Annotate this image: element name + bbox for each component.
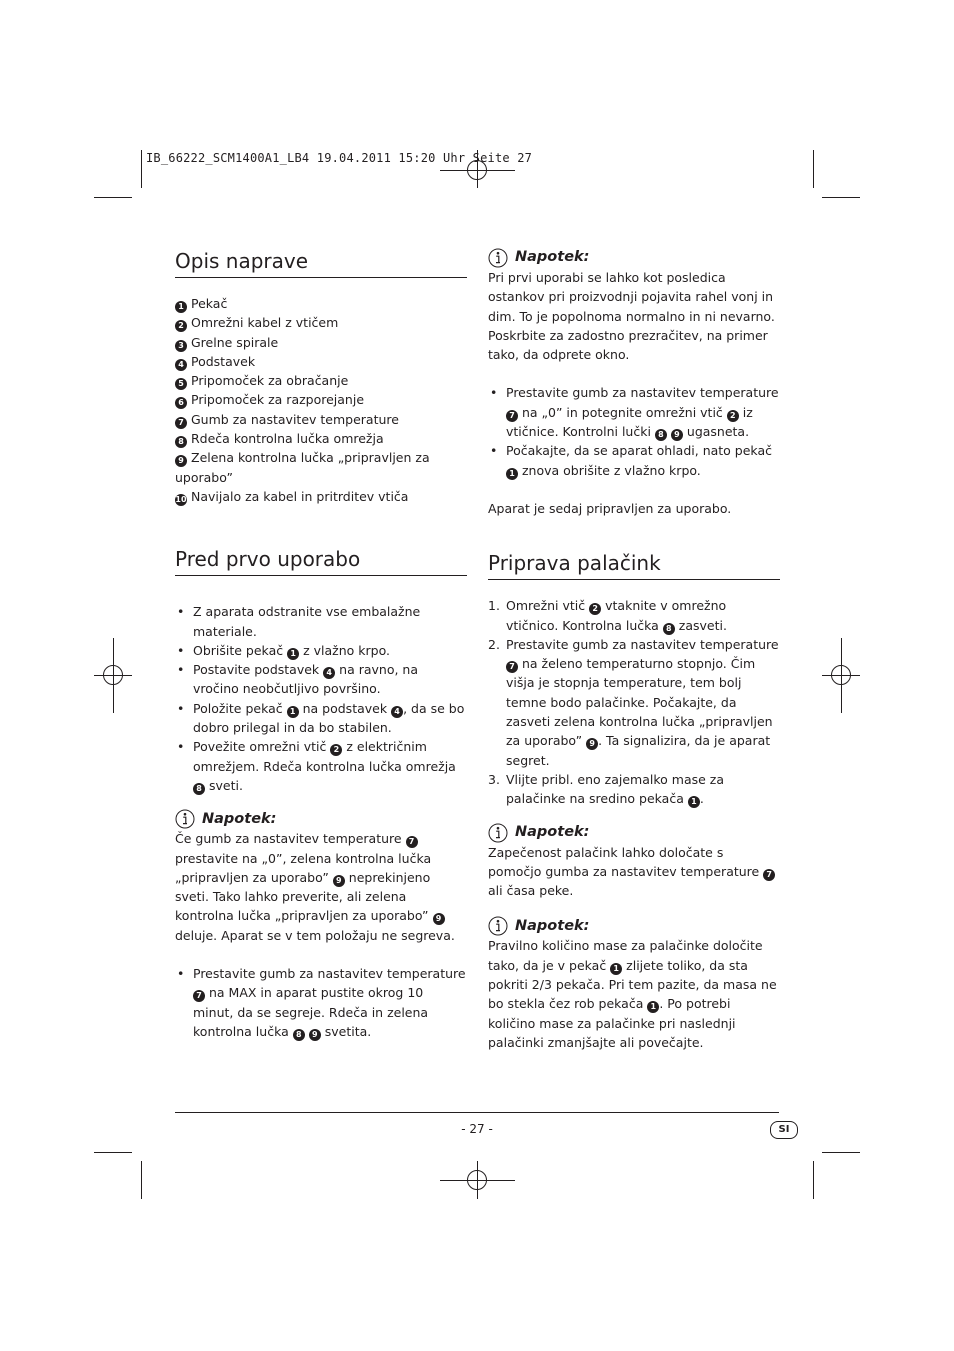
step-text: . Ta signalizira, da je aparat segret.	[506, 733, 771, 768]
step-number: 3.	[488, 771, 500, 787]
parts-list-item	[175, 429, 467, 448]
step-text: Omrežni vtič	[506, 598, 586, 614]
part-number-badge: 9	[586, 738, 598, 750]
parts-list-item	[175, 294, 467, 313]
parts-list-item	[175, 333, 467, 352]
list-item	[175, 964, 467, 1041]
part-number-badge: 9	[671, 429, 683, 441]
info-icon	[488, 916, 508, 936]
step-item	[488, 770, 780, 809]
crop-mark	[141, 1161, 142, 1199]
section-title-priprava: Priprava palačink	[488, 550, 780, 580]
page-number: - 27 -	[461, 1122, 493, 1136]
list-item-text: , da se bo dobro prilegal in da bo stabilen.	[193, 700, 465, 736]
list-item	[175, 737, 467, 795]
step-text: Prestavite gumb za nastavitev temperature	[506, 636, 779, 652]
note-text-part: Pravilno količino mase za palačinke določite tako, da je v pekač	[488, 938, 763, 973]
part-number-badge: 8	[663, 623, 675, 635]
list-item-text: Položite pekač	[193, 700, 283, 716]
part-number-badge: 10	[175, 494, 187, 504]
list-item	[488, 441, 780, 480]
note-title: Napotek:	[202, 810, 277, 827]
step-text: .	[699, 791, 704, 807]
step-text: Vlijte pribl. eno zajemalko mase za palačinke na sredino pekača	[506, 771, 725, 807]
cooldown-list	[488, 383, 780, 479]
part-number-badge: 9	[333, 875, 345, 887]
list-item-text: Obrišite pekač	[193, 642, 284, 658]
list-item-text: sveti.	[208, 777, 243, 793]
list-item-text: na MAX in aparat pustite okrog 10 minut, da se segreje. Rdeča in zelena kontrolna lučka	[193, 985, 429, 1039]
crop-mark	[813, 150, 814, 188]
note-text	[488, 936, 780, 1052]
part-number-badge: 7	[193, 990, 205, 1002]
info-icon	[488, 823, 508, 843]
part-label: Podstavek	[191, 353, 256, 369]
parts-list-item	[175, 487, 467, 506]
list-item-text: Postavite podstavek	[193, 662, 320, 678]
part-number-badge: 1	[647, 1001, 659, 1013]
right-column	[488, 248, 780, 1052]
step-item	[488, 635, 780, 770]
note-text: Pri prvi uporabi se lahko kot posledica ostankov pri proizvodnji pojavita rahel vonj in dim. To je popolnoma normalno in ni nevarno. Poskrbite za zadostno prezračitev, na primer tako, da odprete okno.	[488, 270, 775, 363]
part-number-badge: 9	[433, 913, 445, 925]
list-item	[175, 699, 467, 738]
part-number-badge: 8	[175, 436, 187, 448]
before-use-list	[175, 602, 467, 795]
parts-list-item	[175, 390, 467, 409]
footer-divider	[175, 1112, 779, 1113]
part-number-badge: 2	[330, 744, 342, 756]
list-item-text: na „0” in potegnite omrežni vtič	[521, 404, 723, 420]
parts-list-item	[175, 410, 467, 429]
crop-mark	[813, 1161, 814, 1199]
crop-mark	[822, 197, 860, 198]
list-item-text: Prestavite gumb za nastavitev temperature	[506, 385, 779, 401]
part-number-badge: 2	[589, 603, 601, 615]
list-item-text: Povežite omrežni vtič	[193, 739, 327, 755]
parts-list-item	[175, 352, 467, 371]
part-number-badge: 1	[688, 796, 700, 808]
part-number-badge: 7	[506, 410, 518, 422]
note-text-part: Zapečenost palačink lahko določate s pomočjo gumba za nastavitev temperature	[488, 844, 760, 879]
language-badge: SI	[770, 1121, 798, 1139]
part-number-badge: 8	[293, 1029, 305, 1041]
list-item-text: z vlažno krpo.	[303, 642, 390, 658]
part-number-badge: 6	[175, 397, 187, 409]
part-number-badge: 7	[763, 869, 775, 881]
list-item-text: znova obrišite z vlažno krpo.	[521, 462, 701, 478]
part-number-badge: 8	[193, 783, 205, 795]
list-item-text: ugasneta.	[686, 424, 750, 440]
part-number-badge: 4	[391, 706, 403, 718]
note-text-part: neprekinjeno sveti. Tako lahko preverite, ali zelena kontrolna lučka „pripravljen za uporabo”	[175, 869, 431, 924]
part-label: Navijalo za kabel in pritrditev vtiča	[191, 488, 409, 504]
list-item	[488, 383, 780, 441]
list-item-text: na podstavek	[302, 700, 388, 716]
parts-list-item	[175, 371, 467, 390]
part-number-badge: 7	[175, 417, 187, 429]
part-label: Pripomoček za razporejanje	[191, 392, 365, 408]
list-item-text: iz vtičnice. Kontrolni lučki	[506, 404, 753, 440]
note-text-part: . Po potrebi količino mase za palačinke pri naslednji palačinki zmanjšajte ali povečajte.	[488, 996, 736, 1050]
note-text-part: zlijete toliko, da sta pokriti 2/3 pekača. Pri tem pazite, da masa ne bo stekla čez rob pekača	[488, 957, 777, 1012]
part-number-badge: 4	[175, 359, 187, 371]
note-heading	[175, 809, 467, 829]
parts-list	[175, 294, 467, 506]
section-title-pred: Pred prvo uporabo	[175, 546, 467, 576]
note-text-part: prestavite na „0”, zelena kontrolna lučka „pripravljen za uporabo”	[175, 850, 432, 885]
parts-list-item	[175, 448, 467, 487]
step-text: vtaknite v omrežno vtičnico. Kontrolna lučka	[506, 598, 727, 633]
list-item-text: na ravno, na vročino neobčutljivo površino.	[193, 662, 418, 697]
print-slug-line: IB_66222_SCM1400A1_LB4 19.04.2011 15:20 Uhr Seite 27	[146, 151, 533, 165]
heatup-list	[175, 964, 467, 1041]
list-item-text: Z aparata odstranite vse embalažne materiale.	[193, 604, 421, 639]
part-number-badge: 5	[175, 378, 187, 390]
list-item	[175, 602, 467, 641]
left-column	[175, 248, 467, 1041]
step-number: 2.	[488, 636, 500, 652]
part-number-badge: 8	[655, 429, 667, 441]
part-number-badge: 9	[309, 1029, 321, 1041]
list-item	[175, 660, 467, 699]
part-label: Pekač	[191, 296, 228, 311]
part-number-badge: 1	[506, 468, 518, 480]
note-title: Napotek:	[515, 249, 590, 266]
list-item	[175, 641, 467, 660]
part-number-badge: 1	[175, 301, 187, 313]
note-text	[175, 829, 467, 945]
note-heading	[488, 823, 780, 843]
note-title: Napotek:	[515, 823, 590, 840]
part-number-badge: 3	[175, 340, 187, 352]
part-label: Gumb za nastavitev temperature	[191, 411, 399, 427]
crop-mark	[141, 150, 142, 188]
crop-mark	[94, 197, 132, 198]
note-text-part: Če gumb za nastavitev temperature	[175, 831, 402, 847]
part-label: Rdeča kontrolna lučka omrežja	[191, 431, 384, 447]
note-text-part: deluje. Aparat se v tem položaju ne segreva.	[175, 927, 455, 943]
steps-list	[488, 596, 780, 808]
ready-text: Aparat je sedaj pripravljen za uporabo.	[488, 500, 732, 516]
crop-mark	[94, 1152, 132, 1153]
note-text	[488, 843, 780, 901]
note-heading	[488, 248, 780, 268]
list-item-text: Počakajte, da se aparat ohladi, nato pekač	[506, 443, 772, 459]
part-number-badge: 2	[175, 320, 187, 332]
parts-list-item	[175, 313, 467, 332]
step-text: zasveti.	[678, 617, 727, 633]
crop-mark	[822, 1152, 860, 1153]
step-item	[488, 596, 780, 635]
part-number-badge: 7	[406, 836, 418, 848]
step-text: na želeno temperaturno stopnjo. Čim višja je stopnja temperature, tem bolj temne bodo palačinke. Počakajte, da zasveti zelena kontrolna lučka „pripravljen za uporabo”	[506, 656, 773, 749]
part-label: Pripomoček za obračanje	[191, 373, 349, 389]
info-icon	[175, 809, 195, 829]
section-title-opis: Opis naprave	[175, 248, 467, 278]
step-number: 1.	[488, 598, 500, 614]
list-item-text: svetita.	[324, 1023, 372, 1039]
note-text-part: ali časa peke.	[488, 883, 574, 899]
part-number-badge: 7	[506, 661, 518, 673]
note-heading	[488, 916, 780, 936]
part-label: Zelena kontrolna lučka „pripravljen za uporabo”	[175, 450, 430, 485]
part-number-badge: 2	[727, 410, 739, 422]
info-icon	[488, 248, 508, 268]
part-number-badge: 1	[287, 706, 299, 718]
list-item-text: z električnim omrežjem. Rdeča kontrolna lučka omrežja	[193, 739, 456, 774]
list-item-text: Prestavite gumb za nastavitev temperature	[193, 966, 466, 982]
part-number-badge: 4	[323, 667, 335, 679]
part-label: Grelne spirale	[191, 334, 279, 350]
part-number-badge: 1	[610, 963, 622, 975]
part-label: Omrežni kabel z vtičem	[191, 315, 339, 331]
part-number-badge: 1	[287, 648, 299, 660]
part-number-badge: 9	[175, 455, 187, 467]
note-title: Napotek:	[515, 917, 590, 934]
